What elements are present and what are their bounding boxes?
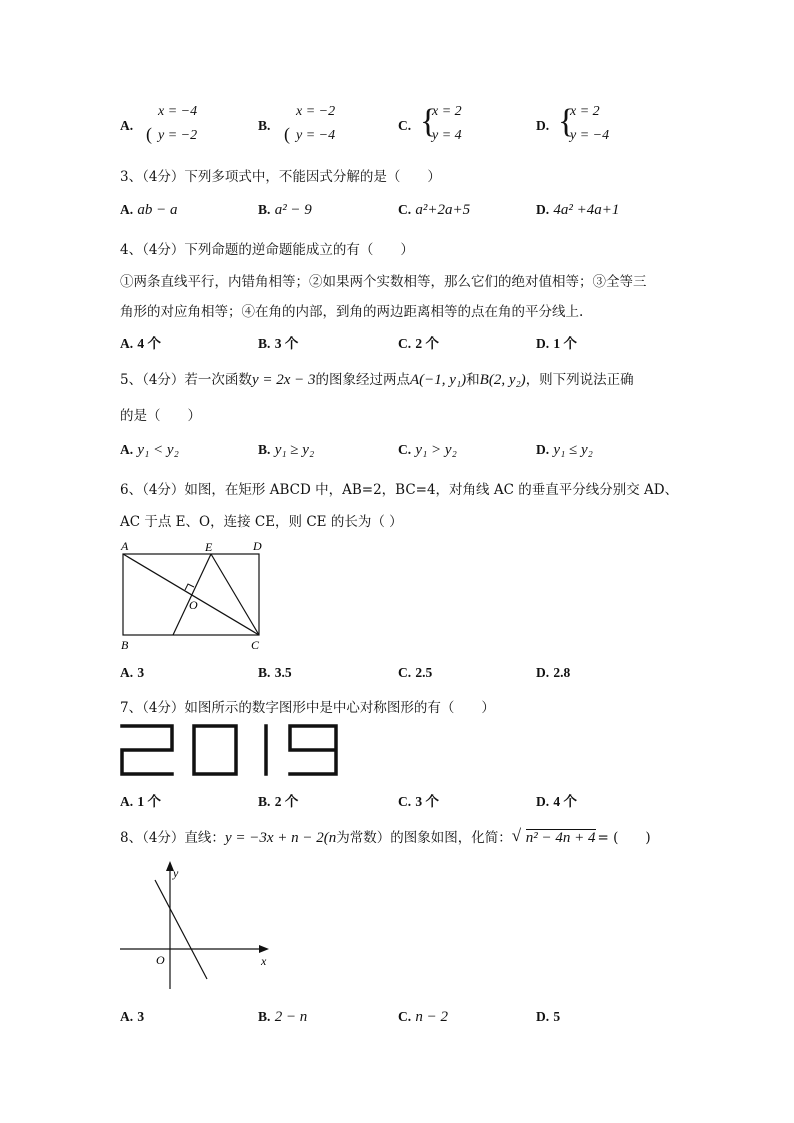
q8-text: 8、（4分）直线：y = −3x + n − 2(n为常数）的图象如图，化简： √ n² − 4n + 4 = ( ) <box>120 826 651 846</box>
q2-option-b-system: ( x = −2 y = −4 <box>284 104 336 144</box>
q8-option-a: A. 3 <box>120 1009 145 1024</box>
label-c: C <box>251 638 260 652</box>
q8-option-c: C. n − 2 <box>398 1009 449 1025</box>
q6-option-d: D. 2.8 <box>536 665 571 680</box>
q2-option-a-system: ( x = −4 y = −2 <box>146 104 198 144</box>
q4-statement-line1: ①两条直线平行，内错角相等；②如果两个实数相等，那么它们的绝对值相等；③全等三 <box>120 274 647 290</box>
q6-option-c: C. 2.5 <box>398 665 433 680</box>
digit-2 <box>122 726 172 774</box>
digit-0 <box>194 726 236 774</box>
q7-option-b: B. 2 个 <box>258 794 299 809</box>
label-a: A <box>121 539 129 553</box>
label-b: B <box>121 638 129 652</box>
q2-option-c-system: { x = 2 y = 4 <box>420 103 462 143</box>
q3-option-d: D. 4a² +4a+1 <box>536 202 620 218</box>
label-y: y <box>173 866 179 880</box>
q5-option-d: D. y₁ ≤ y₂ <box>536 442 593 458</box>
q5-text: 5、（4分）若一次函数y = 2x − 3的图象经过两点A(−1, y₁)和B(2, y₂)，则下列说法正确 <box>120 372 634 388</box>
q4-option-d: D. 1 个 <box>536 336 578 351</box>
perpendicular-bisector <box>173 554 211 635</box>
q5-option-a: A. y₁ < y₂ <box>120 442 179 458</box>
q4-text: 4、（4分）下列命题的逆命题能成立的有（ ） <box>120 242 414 258</box>
q7-option-a: A. 1 个 <box>120 794 162 809</box>
q3-option-a: A. ab − a <box>120 202 178 218</box>
q7-option-c: C. 3 个 <box>398 794 440 809</box>
q5-option-b: B. y₁ ≥ y₂ <box>258 442 315 458</box>
q8-graph-figure <box>115 855 280 995</box>
q6-text-line2: AC 于点 E、O，连接 CE，则 CE 的长为（ ） <box>120 514 403 530</box>
q2-option-d-system: { x = 2 y = −4 <box>558 103 610 143</box>
q2-option-b: B. <box>258 118 271 133</box>
label-x: x <box>261 954 267 968</box>
q6-option-a: A. 3 <box>120 665 145 680</box>
q3-option-b: B. a² − 9 <box>258 202 312 218</box>
q6-text-line1: 6、（4分）如图，在矩形 ABCD 中，AB=2，BC=4，对角线 AC 的垂直平分线分别交 AD、 <box>120 482 679 498</box>
q3-text: 3、（4分）下列多项式中，不能因式分解的是（ ） <box>120 169 441 185</box>
q4-statement-line2: 角形的对应角相等；④在角的内部，到角的两边距离相等的点在角的平分线上. <box>120 304 584 320</box>
q7-text: 7、（4分）如图所示的数字图形中是中心对称图形的有（ ） <box>120 700 495 716</box>
q7-option-d: D. 4 个 <box>536 794 578 809</box>
q4-option-b: B. 3 个 <box>258 336 299 351</box>
segment-ce <box>211 554 259 635</box>
q6-rectangle-figure <box>115 535 275 655</box>
q5-option-c: C. y₁ > y₂ <box>398 442 457 458</box>
label-o: O <box>189 598 198 612</box>
q2-option-c: C. <box>398 118 412 133</box>
q2-option-a: A. <box>120 118 134 133</box>
radical-expression: √ n² − 4n + 4 <box>511 826 596 846</box>
q7-digits-figure <box>118 720 343 780</box>
q6-option-b: B. 3.5 <box>258 665 292 680</box>
q8-option-b: B. 2 − n <box>258 1009 308 1025</box>
label-d: D <box>253 539 262 553</box>
x-axis-arrow <box>259 945 269 953</box>
diagonal-ac <box>123 554 259 635</box>
digit-9 <box>290 726 336 774</box>
q8-option-d: D. 5 <box>536 1009 561 1024</box>
q2-option-d: D. <box>536 118 550 133</box>
label-origin: O <box>156 953 165 967</box>
right-angle-mark <box>185 584 194 590</box>
q5-text-line2: 的是（ ） <box>120 408 201 424</box>
q4-option-a: A. 4 个 <box>120 336 162 351</box>
label-e: E <box>205 540 213 554</box>
q4-option-c: C. 2 个 <box>398 336 440 351</box>
q3-option-c: C. a²+2a+5 <box>398 202 471 218</box>
